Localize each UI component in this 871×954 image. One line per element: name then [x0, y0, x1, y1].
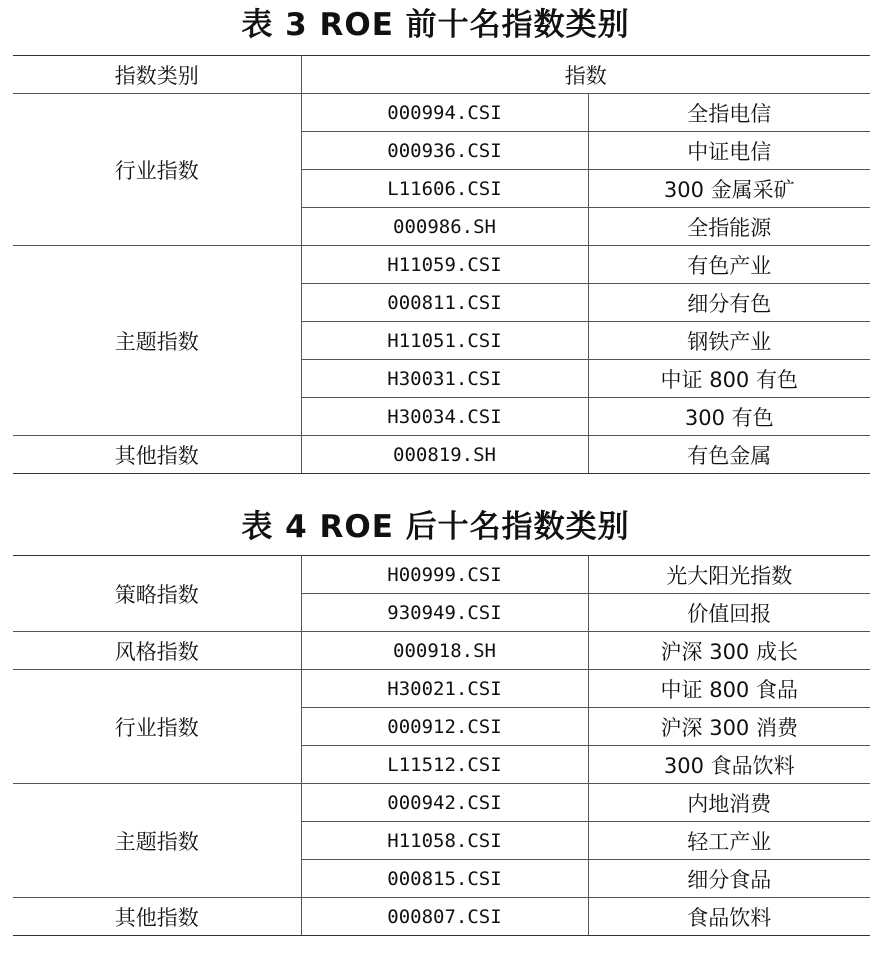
index-name-cell: 全指能源 — [588, 208, 870, 246]
table-row — [13, 898, 870, 936]
index-name-cell: 内地消费 — [588, 784, 870, 822]
index-code-cell: 000918.SH — [301, 632, 588, 670]
index-code-cell: 000912.CSI — [301, 708, 588, 746]
index-code-cell: 000942.CSI — [301, 784, 588, 822]
category-cell: 策略指数 — [13, 556, 301, 632]
index-code-cell: H00999.CSI — [301, 556, 588, 594]
index-name-cell: 细分有色 — [588, 284, 870, 322]
index-name-cell: 轻工产业 — [588, 822, 870, 860]
index-code-cell: H11058.CSI — [301, 822, 588, 860]
table3-title: 表 3 ROE 前十名指数类别 — [241, 7, 630, 43]
table-row — [13, 670, 870, 708]
index-name-cell: 食品饮料 — [588, 898, 870, 936]
index-code-cell: L11606.CSI — [301, 170, 588, 208]
index-code-cell: L11512.CSI — [301, 746, 588, 784]
index-name-cell: 中证 800 食品 — [588, 670, 870, 708]
table-row — [13, 556, 870, 594]
table3 — [13, 55, 870, 474]
header-category: 指数类别 — [13, 56, 301, 94]
category-cell: 主题指数 — [13, 784, 301, 898]
table-row — [13, 784, 870, 822]
index-name-cell: 有色金属 — [588, 436, 870, 474]
index-name-cell: 价值回报 — [588, 594, 870, 632]
index-name-cell: 沪深 300 消费 — [588, 708, 870, 746]
index-code-cell: 000986.SH — [301, 208, 588, 246]
index-name-cell: 沪深 300 成长 — [588, 632, 870, 670]
category-cell: 风格指数 — [13, 632, 301, 670]
index-code-cell: 000994.CSI — [301, 94, 588, 132]
index-code-cell: H30031.CSI — [301, 360, 588, 398]
category-cell: 行业指数 — [13, 94, 301, 246]
index-name-cell: 中证 800 有色 — [588, 360, 870, 398]
index-name-cell: 钢铁产业 — [588, 322, 870, 360]
table-row — [13, 632, 870, 670]
table-row — [13, 436, 870, 474]
table3-header-row — [13, 56, 870, 94]
table-row — [13, 94, 870, 132]
index-name-cell: 全指电信 — [588, 94, 870, 132]
index-code-cell: H30034.CSI — [301, 398, 588, 436]
index-code-cell: H11059.CSI — [301, 246, 588, 284]
category-cell: 行业指数 — [13, 670, 301, 784]
index-code-cell: 000811.CSI — [301, 284, 588, 322]
header-index: 指数 — [301, 56, 870, 94]
table4-title: 表 4 ROE 后十名指数类别 — [241, 509, 630, 545]
category-cell: 其他指数 — [13, 898, 301, 936]
index-code-cell: 000819.SH — [301, 436, 588, 474]
index-name-cell: 光大阳光指数 — [588, 556, 870, 594]
index-name-cell: 300 有色 — [588, 398, 870, 436]
category-cell: 其他指数 — [13, 436, 301, 474]
index-code-cell: 000807.CSI — [301, 898, 588, 936]
index-code-cell: 000815.CSI — [301, 860, 588, 898]
index-code-cell: H11051.CSI — [301, 322, 588, 360]
index-name-cell: 中证电信 — [588, 132, 870, 170]
index-name-cell: 300 食品饮料 — [588, 746, 870, 784]
category-cell: 主题指数 — [13, 246, 301, 436]
index-code-cell: H30021.CSI — [301, 670, 588, 708]
index-code-cell: 000936.CSI — [301, 132, 588, 170]
index-name-cell: 有色产业 — [588, 246, 870, 284]
index-code-cell: 930949.CSI — [301, 594, 588, 632]
table-row — [13, 246, 870, 284]
table4 — [13, 555, 870, 936]
index-name-cell: 300 金属采矿 — [588, 170, 870, 208]
index-name-cell: 细分食品 — [588, 860, 870, 898]
